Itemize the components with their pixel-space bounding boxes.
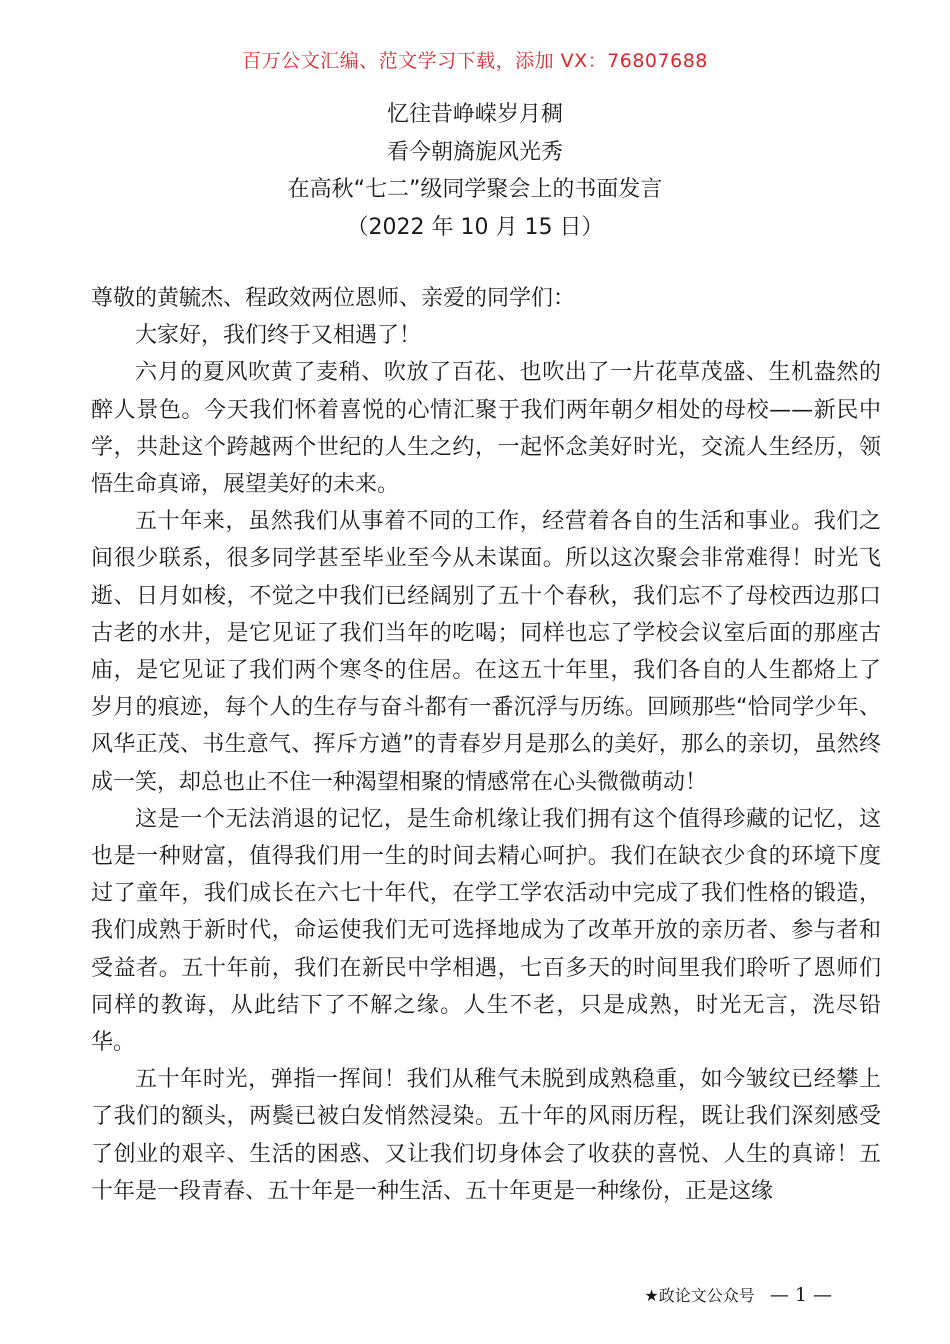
page-number: — 1 — bbox=[769, 1284, 832, 1306]
footer-source: ★政论文公众号 bbox=[644, 1286, 755, 1305]
title-line-2: 看今朝旖旎风光秀 bbox=[386, 139, 563, 165]
salutation: 尊敬的黄毓杰、程政效两位恩师、亲爱的同学们： bbox=[91, 286, 576, 311]
subtitle: 在高秋“七二”级同学聚会上的书面发言 bbox=[287, 177, 663, 202]
paragraph-4: 这是一个无法消退的记忆，是生命机缘让我们拥有这个值得珍藏的记忆，这也是一种财富，值得我们用一生的时间去精心呵护。我们在缺衣少食的环境下度过了童年，我们成长在六七十年代，在学工学农活动中完成了我们性格的锻造，我们成熟于新时代，命运使我们无可选择地成为了改革开放的亲历者、参与者和受益者。五十年前，我们在新民中学相遇，七百多天的时间里我们聆听了恩师们同样的教诲，从此结下了不解之缘。人生不老，只是成熟，时光无言，洗尽铅华。 bbox=[91, 806, 881, 1056]
page-footer bbox=[644, 1283, 832, 1306]
paragraph-1: 大家好，我们终于又相遇了！ bbox=[135, 323, 422, 349]
title-line-1: 忆往昔峥嵘岁月稠 bbox=[386, 102, 563, 127]
watermark-banner: 百万公文汇编、范文学习下载，添加 VX：76807688 bbox=[242, 50, 708, 72]
paragraph-3: 五十年来，虽然我们从事着不同的工作，经营着各自的生活和事业。我们之间很少联系，很多同学甚至毕业至今从未谋面。所以这次聚会非常难得！时光飞逝、日月如梭，不觉之中我们已经阔别了五十个春秋，我们忘不了母校西边那口古老的水井，是它见证了我们当年的吃喝；同样也忘了学校会议室后面的那座古庙，是它见证了我们两个寒冬的住居。在这五十年里，我们各自的人生都烙上了岁月的痕迹，每个人的生存与奋斗都有一番沉浮与历练。回顾那些“恰同学少年、风华正茂、书生意气、挥斥方遒”的青春岁月是那么的美好，那么的亲切，虽然终成一笑，却总也止不住一种渴望相聚的情感常在心头微微萌动！ bbox=[91, 509, 881, 795]
speech-date: （2022 年 10 月 15 日） bbox=[346, 214, 604, 240]
title-block bbox=[0, 96, 950, 246]
paragraph-5: 五十年时光，弹指一挥间！我们从稚气未脱到成熟稳重，如今皱纹已经攀上了我们的额头，两鬓已被白发悄然浸染。五十年的风雨历程，既让我们深刻感受了创业的艰辛、生活的困惑、又让我们切身体会了收获的喜悦、人生的真谛！五十年是一段青春、五十年是一种生活、五十年更是一种缘份，正是这缘 bbox=[91, 1067, 881, 1204]
speech-body bbox=[91, 280, 881, 1210]
paragraph-2: 六月的夏风吹黄了麦稍、吹放了百花、也吹出了一片花草茂盛、生机盎然的醉人景色。今天我们怀着喜悦的心情汇聚于我们两年朝夕相处的母校——新民中学，共赴这个跨越两个世纪的人生之约，一起怀念美好时光，交流人生经历，领悟生命真谛，展望美好的未来。 bbox=[91, 360, 881, 498]
